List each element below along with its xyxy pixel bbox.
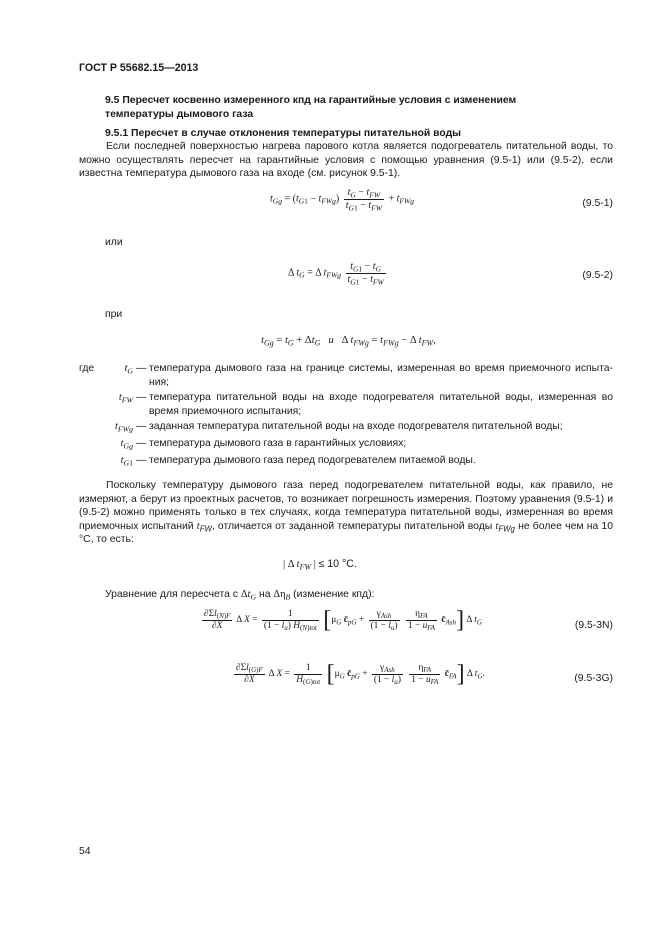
definition-text: температура дымового газа на границе системы, измеренная во время приемочного испыта-ния; xyxy=(149,363,613,388)
page-number: 54 xyxy=(79,846,91,857)
definition-text: температура питательной воды на входе подогревателя питательной воды, измеренная во время приемочного испытания; xyxy=(149,392,613,417)
section-9-5-title: 9.5 Пересчет косвенно измеренного кпд на гарантийные условия с изменением температуры дымового газа xyxy=(105,95,517,120)
connector-or: или xyxy=(105,237,123,248)
definitions-lead: где xyxy=(79,363,95,374)
equation-9-5-2: Δ $t_G = \Delta$ $t_{FWg}$ $\frac{t_{G1} - t_G}{t_{G1} - t_{FW}}$ xyxy=(288,261,384,286)
definition-text: температура дымового газа перед подогревателем питаемой воды. xyxy=(149,455,476,466)
inequality-deviation-limit: | Δ $t_{FW}$ | ≤ 10 °С. xyxy=(283,558,357,572)
equation-auxiliary: $t_{Gg} = t_G + \Delta t_G$ и Δ $t_{FWg} = t_{FWg} - \Delta$ $t_{FW}$, xyxy=(261,335,436,348)
definition-row: $t_{FW}$ — температура питательной воды на входе подогревателя питательной воды, измеренная во время приемочного испытания; xyxy=(79,391,613,419)
definition-row: $t_{FWg}$ — заданная температура питательной воды на входе подогревателя питательной воды; xyxy=(79,420,613,435)
document-id: ГОСТ Р 55682.15—2013 xyxy=(79,62,199,74)
equation-number-9-5-3G: (9.5-3G) xyxy=(574,673,613,684)
equation-9-5-3N: $\frac{\partial\Sigma l_{(N)F}}{\partial X}$ Δ X = $\frac{1}{(1 - l_u) H_{(N)tot}}$ [$\mu_G$ $c̄_{pG}$ + $\frac{\gamma_{Ash}}{(1 - l_u)}$ $\frac{\eta_{FA}}{1 - u_{FA}}$ $c̄_{Ash}$] Δ $t_G$ xyxy=(204,607,482,633)
equation-number-9-5-1: (9.5-1) xyxy=(582,198,613,209)
paragraph-measurement-error: Поскольку температуру дымового газа перед подогревателем питательной воды, как правило, не измеряют, а берут из проектных расчетов, то возникает погрешность измерения. Поэтому уравнения (9.5-1) и (9.5-2) можно применять только в тех случаях, когда температура питательной воды, измеренная во время приемочных испытаний $t_{FW}$, отличается от заданной температуры питательной воды $t_{FWg}$ не более чем на 10 °С, то есть: xyxy=(79,480,613,546)
equation-number-9-5-2: (9.5-2) xyxy=(582,270,613,281)
definition-text: температура дымового газа в гарантийных условиях; xyxy=(149,438,407,449)
recalc-sentence: Уравнение для пересчета с $\Delta t_G$ на $\Delta\eta_B$ (изменение кпд): xyxy=(105,589,375,602)
connector-where: при xyxy=(105,309,123,320)
section-9-5-1-title: 9.5.1 Пересчет в случае отклонения температуры питательной воды xyxy=(105,128,462,139)
definition-symbol: $t_{G1}$ xyxy=(120,455,133,468)
connector-and: и xyxy=(328,335,334,346)
equation-9-5-3G: $\frac{\partial\Sigma l_{(G)F}}{\partial X}$ Δ X = $\frac{1}{H_{(G)tot}}$ [$\mu_G$ $c̄_{pG}$ + $\frac{\gamma_{Ash}}{(1 - l_u)}$ $\frac{\eta_{FA}}{1 - u_{FA}}$ $c̄_{FA}$] Δ $t_G$. xyxy=(236,661,485,687)
definition-text: заданная температура питательной воды на входе подогревателя питательной воды; xyxy=(149,421,563,432)
definition-symbol: $t_{FW}$ xyxy=(118,392,133,405)
definition-symbol: $t_{FWg}$ xyxy=(114,421,133,434)
definition-row: $t_{G1}$ — температура дымового газа перед подогревателем питаемой воды. xyxy=(79,454,613,469)
definition-row: $t_G$ — температура дымового газа на границе системы, измеренная во время приемочного испыта-ния; xyxy=(79,362,613,390)
section-9-5-1-intro: Если последней поверхностью нагрева парового котла является подогреватель питательной воды, то можно осуществлять пересчет на гарантийные условия с помощью уравнения (9.5-1) или (9.5-2), если известна температура дымового газа на входе (см. рисунок 9.5-1). xyxy=(79,141,613,180)
definition-symbol: $t_{Gg}$ xyxy=(120,438,133,451)
equation-9-5-1: $t_{Gg} = (t_{G1} - t_{FWg})$ $\frac{t_G - t_{FW}}{t_{G1} - t_{FW}}$ + $t_{FWg}$ xyxy=(270,187,414,212)
definition-row: $t_{Gg}$ — температура дымового газа в гарантийных условиях; xyxy=(79,437,613,452)
definition-symbol: $t_G$ xyxy=(124,363,133,376)
equation-number-9-5-3N: (9.5-3N) xyxy=(574,620,613,631)
